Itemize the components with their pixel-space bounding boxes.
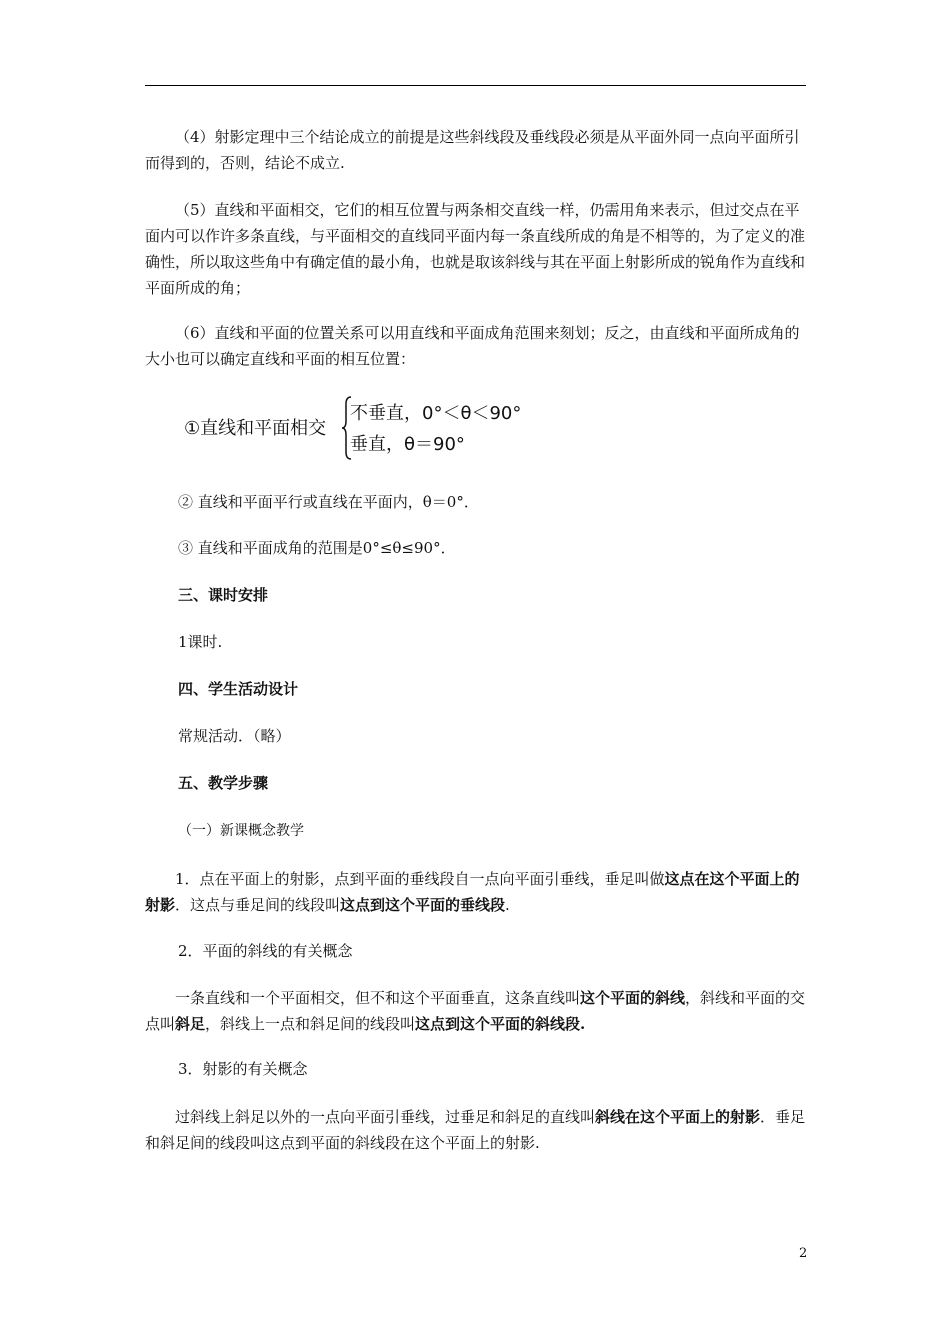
- activities-text: 常规活动．（略）: [178, 727, 291, 745]
- paragraph-5: （5）直线和平面相交，它们的相互位置与两条相交直线一样，仍需用角来表示，但过交点在平面内可以作许多条直线，与平面相交的直线同平面内每一条直线所成的角是不相等的，为了定义的准确性，所以取这些角中有确定值的最小角，也就是取该斜线与其在平面上射影所成的锐角作为直线和平面所成的角；: [145, 201, 806, 297]
- concept-2-term-oblique-segment: 这点到这个平面的斜线段.: [415, 1015, 586, 1033]
- concept-1-term-perpendicular: 这点到这个平面的垂线段: [340, 896, 506, 914]
- item-3: ③ 直线和平面成角的范围是0°≤θ≤90°．: [178, 539, 456, 557]
- header-rule: [145, 85, 806, 86]
- concept-3: [145, 1104, 806, 1156]
- concept-3-text-b: ．垂足和斜足间的线段叫这点到平面的斜线段在这个平面上的射影.: [145, 1108, 806, 1152]
- concept-2-text-c: ，斜线上一点和斜足间的线段叫: [205, 1015, 416, 1033]
- concept-3-text-a: 过斜线上斜足以外的一点向平面引垂线，过垂足和斜足的直线叫: [175, 1108, 596, 1126]
- concept-3-heading: 3．射影的有关概念: [178, 1060, 308, 1078]
- subheading-new-concepts: （一）新课概念教学: [178, 823, 304, 839]
- formula-case-oblique: 不垂直，0°＜θ＜90°: [350, 403, 522, 424]
- concept-1: [145, 866, 806, 918]
- formula-lead: ①直线和平面相交: [184, 418, 327, 439]
- paragraph-4: （4）射影定理中三个结论成立的前提是这些斜线段及垂线段必须是从平面外同一点向平面所引而得到的，否则，结论不成立.: [145, 128, 800, 172]
- item-2: ② 直线和平面平行或直线在平面内，θ＝0°．: [178, 493, 479, 511]
- heading-steps: 五、教学步骤: [178, 774, 269, 792]
- heading-activities: 四、学生活动设计: [178, 680, 299, 698]
- concept-2-text-b: ，斜线和平面的交点叫: [145, 989, 806, 1033]
- angle-range-formula: [184, 396, 564, 462]
- page-number: 2: [799, 1246, 808, 1261]
- paragraph-6: （6）直线和平面的位置关系可以用直线和平面成角范围来刻划；反之，由直线和平面所成角的大小也可以确定直线和平面的相互位置：: [145, 324, 800, 368]
- concept-1-text-a: 1．点在平面上的射影，点到平面的垂线段自一点向平面引垂线，垂足叫做: [175, 870, 665, 888]
- formula-case-perpendicular: 垂直，θ＝90°: [350, 434, 465, 455]
- concept-3-term-projection: 斜线在这个平面上的射影: [595, 1108, 761, 1126]
- concept-2-term-oblique-line: 这个平面的斜线: [580, 989, 686, 1007]
- concept-1-term-projection: 这点在这个平面上的射影: [145, 870, 800, 914]
- concept-2-heading: 2．平面的斜线的有关概念: [178, 942, 353, 960]
- concept-1-text-c: .: [505, 896, 510, 914]
- heading-schedule: 三、课时安排: [178, 586, 269, 604]
- concept-1-text-b: ．这点与垂足间的线段叫: [175, 896, 341, 914]
- concept-2-term-foot: 斜足: [175, 1015, 206, 1033]
- concept-2-text-a: 一条直线和一个平面相交，但不和这个平面垂直，这条直线叫: [175, 989, 581, 1007]
- schedule-text: 1课时.: [178, 633, 223, 651]
- concept-2: [145, 985, 806, 1037]
